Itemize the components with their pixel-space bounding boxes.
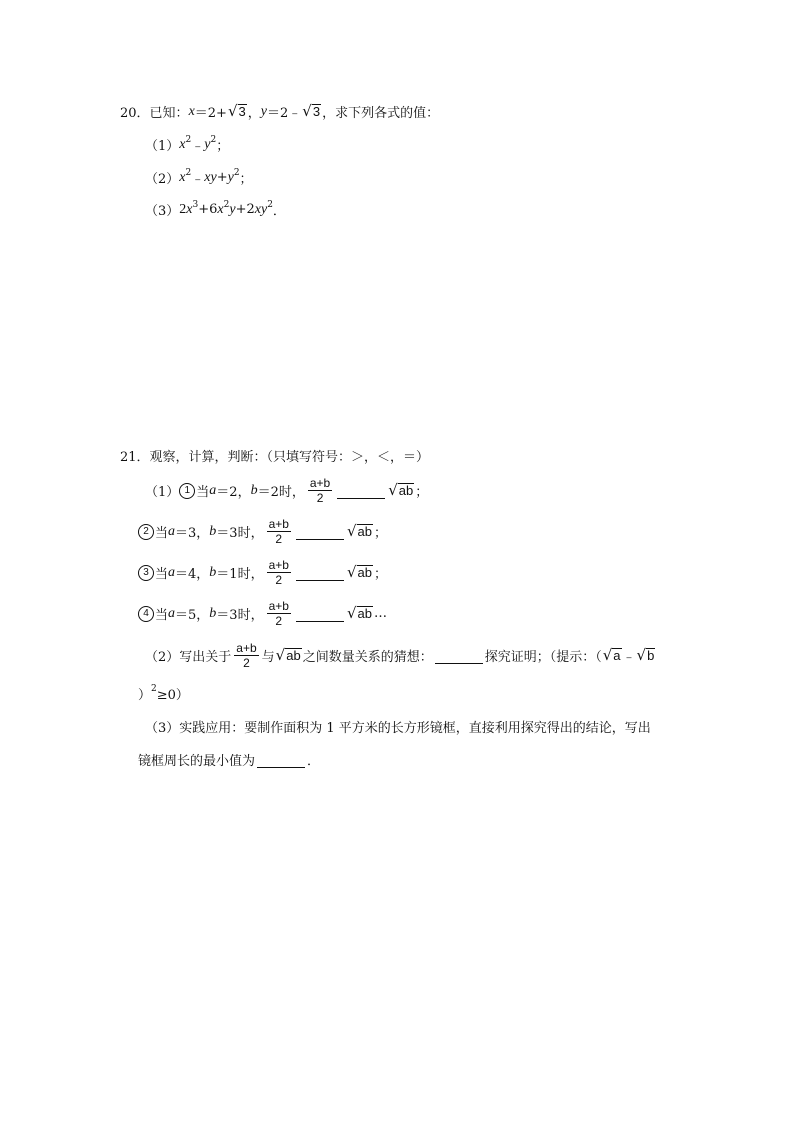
- ellipsis: …: [373, 606, 387, 621]
- coef: 2: [179, 201, 187, 217]
- var-a: a: [168, 564, 176, 580]
- exponent: 2: [210, 134, 217, 145]
- punct: ．: [307, 754, 321, 769]
- answer-blank[interactable]: [435, 662, 483, 664]
- var-xy: xy: [204, 169, 217, 185]
- var-x: x: [217, 201, 224, 217]
- q20-tail: ，求下列各式的值：: [322, 106, 440, 121]
- var-b: b: [250, 482, 258, 498]
- q21-case-3: [138, 558, 387, 587]
- answer-blank[interactable]: [296, 620, 344, 622]
- sqrt-ab: √ ab: [275, 646, 301, 664]
- part-label: （1）: [145, 139, 180, 154]
- when-text: 当: [155, 608, 169, 623]
- q20-stem: [120, 102, 439, 121]
- var-a: a: [168, 523, 176, 539]
- a-value: ＝4，: [175, 567, 210, 582]
- q21-stem: [120, 446, 429, 465]
- punct: ；: [239, 172, 253, 187]
- circled-number: 2: [138, 524, 154, 540]
- term: +2: [235, 202, 255, 217]
- var-x: x: [186, 201, 193, 217]
- q20-number: 20．: [120, 106, 150, 121]
- fraction-a-plus-b-over-2: $\frac{a+b}{2}$: [309, 476, 331, 505]
- answer-blank[interactable]: [296, 538, 344, 540]
- sqrt-3: √ 3: [302, 102, 321, 120]
- punct: ；: [415, 485, 429, 500]
- b-value: ＝2时，: [257, 485, 305, 500]
- circled-number: 3: [138, 565, 154, 581]
- punct: ；: [373, 567, 387, 582]
- var-y: y: [227, 169, 234, 185]
- part-label: （2）: [145, 650, 180, 665]
- circled-number: 1: [179, 483, 195, 499]
- var-a: a: [209, 482, 217, 498]
- answer-blank[interactable]: [257, 766, 305, 768]
- var-x: x: [188, 103, 195, 119]
- q21-part3: [145, 717, 651, 736]
- punct: ；: [373, 526, 387, 541]
- exponent: 2: [151, 683, 157, 694]
- when-text: 当: [155, 526, 169, 541]
- a-value: ＝3，: [175, 526, 210, 541]
- q20-eq2: ＝2﹣: [266, 106, 302, 121]
- var-a: a: [168, 605, 176, 621]
- minus-sign: ﹣: [191, 172, 205, 187]
- q20-comma: ，: [247, 106, 261, 121]
- text: （3）实践应用：要制作面积为 1 平方米的长方形镜框，直接利用探究得出的结论，写出: [145, 721, 651, 736]
- minus-sign: ﹣: [191, 139, 205, 154]
- hint-text: 探究证明；（提示：（: [484, 650, 602, 665]
- q20-part3: [145, 200, 286, 219]
- when-text: 当: [155, 567, 169, 582]
- q21-number: 21．: [120, 450, 150, 465]
- text: 写出关于: [179, 650, 232, 665]
- var-x: x: [179, 169, 186, 185]
- q21-case-4: [138, 599, 387, 628]
- var-b: b: [209, 564, 217, 580]
- a-value: ＝2，: [216, 485, 251, 500]
- sqrt-ab: √ ab: [346, 522, 372, 540]
- q21-case-2: [138, 517, 387, 546]
- fraction-a-plus-b-over-2: $\frac{a+b}{2}$: [268, 558, 289, 587]
- q20-eq1: ＝2+: [194, 106, 227, 121]
- part-label: （1）: [145, 485, 180, 500]
- sqrt-ab: √ ab: [388, 481, 414, 499]
- b-value: ＝1时，: [216, 567, 264, 582]
- q21-intro: 观察，计算，判断：（只填写符号：＞，＜，＝）: [149, 450, 430, 465]
- q20-part2: [145, 168, 253, 187]
- sqrt-ab: √ ab: [346, 563, 372, 581]
- fraction-a-plus-b-over-2: $\frac{a+b}{2}$: [268, 517, 289, 546]
- b-value: ＝3时，: [216, 608, 264, 623]
- q20-part1: [145, 135, 229, 154]
- var-y: y: [229, 201, 236, 217]
- var-x: x: [179, 136, 186, 152]
- q21-part3-cont: [138, 750, 320, 769]
- text: 与: [261, 650, 275, 665]
- q21-part2: [145, 641, 656, 670]
- sqrt-a: √ a: [602, 646, 621, 664]
- var-y: y: [260, 103, 267, 119]
- sqrt-3: √ 3: [227, 102, 246, 120]
- q21-part2-cont: [138, 684, 189, 703]
- fraction-a-plus-b-over-2: $\frac{a+b}{2}$: [236, 641, 257, 670]
- term: +6: [198, 202, 218, 217]
- sqrt-ab: √ ab: [346, 604, 372, 622]
- exponent: 2: [233, 167, 240, 178]
- part-label: （2）: [145, 172, 180, 187]
- q21-case-1: [145, 476, 428, 505]
- paren: ）: [138, 688, 152, 703]
- exponent: 2: [185, 134, 192, 145]
- var-b: b: [209, 605, 217, 621]
- var-b: b: [209, 523, 217, 539]
- text: 镜框周长的最小值为: [138, 754, 256, 769]
- answer-blank[interactable]: [337, 497, 385, 499]
- exponent: 2: [223, 199, 230, 210]
- exponent: 3: [192, 199, 199, 210]
- b-value: ＝3时，: [216, 526, 264, 541]
- exponent: 2: [267, 199, 273, 210]
- var-xy: xy: [254, 201, 268, 217]
- text: 之间数量关系的猜想：: [302, 650, 433, 665]
- minus-sign: ﹣: [622, 650, 636, 665]
- punct: ；: [216, 139, 230, 154]
- circled-number: 4: [138, 606, 154, 622]
- var-y: y: [204, 136, 211, 152]
- text: ≥0）: [156, 688, 189, 703]
- sqrt-b: √ b: [636, 646, 655, 664]
- fraction-a-plus-b-over-2: $\frac{a+b}{2}$: [268, 599, 289, 628]
- when-text: 当: [196, 485, 210, 500]
- answer-blank[interactable]: [296, 579, 344, 581]
- exponent: 2: [185, 167, 192, 178]
- q20-intro: 已知：: [149, 106, 189, 121]
- a-value: ＝5，: [175, 608, 210, 623]
- plus-sign: +: [216, 170, 228, 185]
- part-label: （3）: [145, 204, 180, 219]
- punct: ．: [272, 204, 286, 219]
